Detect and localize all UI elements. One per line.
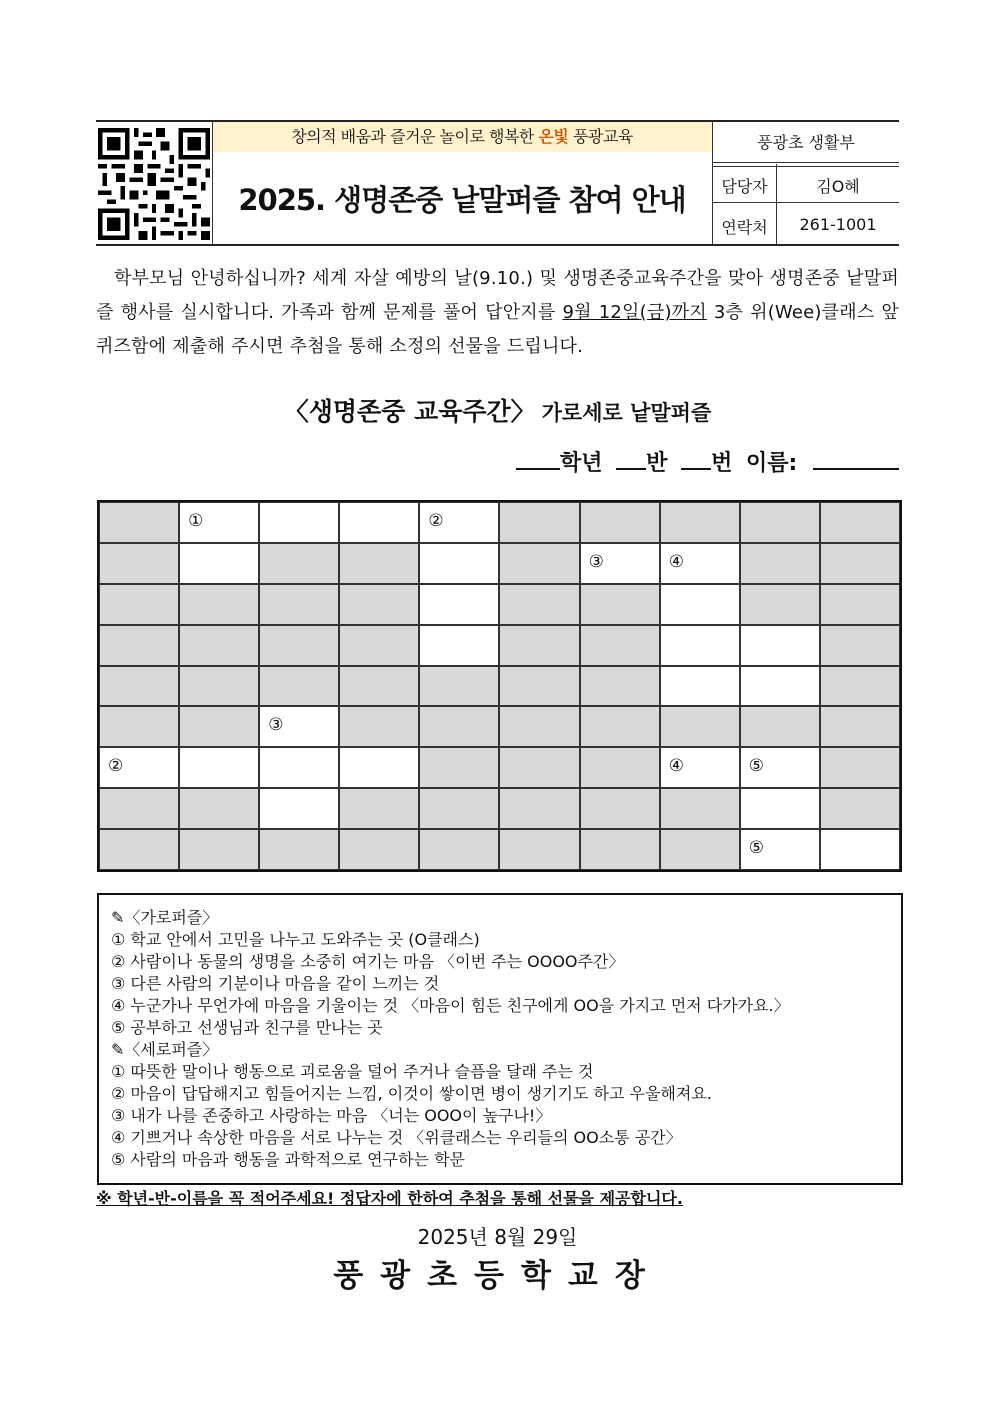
across-clue: ① 학교 안에서 고민을 나누고 도와주는 곳 (O클래스) xyxy=(111,930,480,949)
puzzle-cell-blank[interactable] xyxy=(580,543,660,584)
puzzle-cell-shaded xyxy=(339,625,419,666)
intro-paragraph: 학부모님 안녕하십니까? 세계 자살 예방의 날(9.10.) 및 생명존중교육주간을 맞아 생명존중 낱말퍼즐 행사를 실시합니다. 가족과 함께 문제를 풀어 답안지를 9월 12일(금)까지 3층 위(Wee)클래스 앞 퀴즈함에 제출해 주시면 추첨을 통해 소정의 선물을 드립니다. xyxy=(96,268,899,357)
puzzle-cell-shaded xyxy=(820,502,900,543)
puzzle-cell-blank[interactable] xyxy=(660,543,740,584)
puzzle-cell-blank[interactable] xyxy=(740,666,820,707)
crossword-grid xyxy=(97,500,902,872)
puzzle-cell-shaded xyxy=(580,747,660,788)
puzzle-cell-blank[interactable] xyxy=(419,502,499,543)
class-blank[interactable] xyxy=(616,448,646,470)
puzzle-cell-blank[interactable] xyxy=(259,706,339,747)
puzzle-cell-shaded xyxy=(740,706,820,747)
puzzle-cell-blank[interactable] xyxy=(820,829,900,870)
puzzle-cell-shaded xyxy=(179,625,259,666)
puzzle-cell-blank[interactable] xyxy=(339,502,419,543)
puzzle-cell-blank[interactable] xyxy=(179,747,259,788)
across-clue: ② 사람이나 동물의 생명을 소중히 여기는 마음 〈이번 주는 OOOO주간〉 xyxy=(111,952,625,971)
puzzle-cell-shaded xyxy=(580,706,660,747)
puzzle-cell-shaded xyxy=(740,502,820,543)
puzzle-cell-blank[interactable] xyxy=(99,747,179,788)
puzzle-cell-shaded xyxy=(820,666,900,707)
puzzle-cell-blank[interactable] xyxy=(259,788,339,829)
grade-blank[interactable] xyxy=(516,448,560,470)
puzzle-cell-shaded xyxy=(499,829,579,870)
puzzle-cell-shaded xyxy=(580,584,660,625)
school-motto: 창의적 배움과 즐거운 놀이로 행복한 온빛 풍광교육 xyxy=(291,127,633,146)
department-label: 풍광초 생활부 xyxy=(757,133,855,152)
clue-number: ⑤ xyxy=(748,838,765,859)
puzzle-cell-shaded xyxy=(660,829,740,870)
puzzle-cell-shaded xyxy=(580,666,660,707)
puzzle-cell-blank[interactable] xyxy=(660,584,740,625)
puzzle-title: 〈생명존중 교육주간〉 가로세로 낱말퍼즐 xyxy=(283,397,712,426)
puzzle-cell-shaded xyxy=(339,584,419,625)
puzzle-cell-shaded xyxy=(179,829,259,870)
puzzle-cell-shaded xyxy=(99,502,179,543)
puzzle-cell-shaded xyxy=(580,788,660,829)
puzzle-cell-shaded xyxy=(740,584,820,625)
number-blank[interactable] xyxy=(681,448,711,470)
down-clue: ② 마음이 답답해지고 힘들어지는 느낌, 이것이 쌓이면 병이 생기기도 하고 우울해져요. xyxy=(111,1084,712,1103)
header-row-line xyxy=(713,162,899,163)
puzzle-cell-blank[interactable] xyxy=(740,747,820,788)
puzzle-cell-shaded xyxy=(580,625,660,666)
puzzle-cell-shaded xyxy=(820,543,900,584)
puzzle-cell-shaded xyxy=(820,788,900,829)
puzzle-cell-shaded xyxy=(820,706,900,747)
puzzle-cell-blank[interactable] xyxy=(259,502,339,543)
header-bottom-rule xyxy=(96,244,899,246)
puzzle-cell-shaded xyxy=(259,584,339,625)
down-clue: ④ 기쁘거나 속상한 마음을 서로 나누는 것 〈위클래스는 우리들의 OO소통 공간〉 xyxy=(111,1128,682,1147)
clue-number: ② xyxy=(108,756,124,777)
clue-number: ② xyxy=(428,511,444,531)
puzzle-cell-shaded xyxy=(499,666,579,707)
puzzle-cell-shaded xyxy=(499,543,579,584)
puzzle-cell-shaded xyxy=(179,584,259,625)
puzzle-cell-shaded xyxy=(660,706,740,747)
puzzle-cell-shaded xyxy=(99,666,179,707)
clue-number: ④ xyxy=(668,551,684,572)
puzzle-cell-shaded xyxy=(580,829,660,870)
issue-date: 2025년 8월 29일 xyxy=(417,1225,578,1249)
deadline-text: 9월 12일(금)까지 xyxy=(562,302,707,323)
puzzle-cell-shaded xyxy=(499,584,579,625)
puzzle-cell-shaded xyxy=(820,747,900,788)
puzzle-cell-shaded xyxy=(99,788,179,829)
notice-text: ※ 학년-반-이름을 꼭 적어주세요! 정답자에 한하여 추첨을 통해 선물을 제공합니다. xyxy=(96,1189,683,1208)
puzzle-cell-shaded xyxy=(339,543,419,584)
puzzle-cell-shaded xyxy=(740,543,820,584)
clue-number: ⑤ xyxy=(748,756,765,777)
puzzle-cell-shaded xyxy=(820,584,900,625)
puzzle-cell-blank[interactable] xyxy=(259,747,339,788)
puzzle-cell-shaded xyxy=(419,788,499,829)
puzzle-cell-blank[interactable] xyxy=(740,625,820,666)
puzzle-cell-shaded xyxy=(660,502,740,543)
puzzle-cell-shaded xyxy=(339,666,419,707)
puzzle-cell-blank[interactable] xyxy=(179,543,259,584)
puzzle-cell-shaded xyxy=(99,829,179,870)
puzzle-cell-shaded xyxy=(99,625,179,666)
principal-signature: 풍광초등학교장 xyxy=(333,1258,662,1294)
puzzle-cell-blank[interactable] xyxy=(339,747,419,788)
puzzle-cell-shaded xyxy=(419,829,499,870)
name-blank[interactable] xyxy=(813,448,899,470)
puzzle-cell-shaded xyxy=(259,543,339,584)
down-clue: ③ 내가 나를 존중하고 사랑하는 마음 〈너는 OOO이 높구나!〉 xyxy=(111,1106,552,1125)
clue-number: ① xyxy=(188,511,204,531)
puzzle-cell-blank[interactable] xyxy=(660,747,740,788)
puzzle-cell-shaded xyxy=(499,706,579,747)
student-info-line: 학년 반 번 이름: xyxy=(96,446,899,477)
puzzle-cell-shaded xyxy=(179,666,259,707)
puzzle-cell-blank[interactable] xyxy=(179,502,259,543)
clue-box xyxy=(97,893,903,1185)
puzzle-cell-shaded xyxy=(419,666,499,707)
clue-number: ③ xyxy=(268,715,284,736)
puzzle-cell-shaded xyxy=(259,666,339,707)
puzzle-cell-shaded xyxy=(580,502,660,543)
contact-label: 연락처 xyxy=(721,218,768,237)
puzzle-cell-blank[interactable] xyxy=(740,829,820,870)
puzzle-cell-shaded xyxy=(660,788,740,829)
qr-code-icon xyxy=(98,128,210,240)
puzzle-cell-shaded xyxy=(339,788,419,829)
down-clue: ⑤ 사람의 마음과 행동을 과학적으로 연구하는 학문 xyxy=(111,1150,465,1169)
puzzle-cell-shaded xyxy=(99,543,179,584)
puzzle-cell-shaded xyxy=(499,625,579,666)
puzzle-cell-blank[interactable] xyxy=(419,584,499,625)
puzzle-cell-blank[interactable] xyxy=(660,666,740,707)
across-heading: ✎〈가로퍼즐〉 xyxy=(111,908,219,927)
motto-highlight: 온빛 xyxy=(538,127,569,146)
clue-number: ④ xyxy=(668,756,684,777)
header-row-line xyxy=(713,166,899,167)
across-clue: ③ 다른 사람의 기분이나 마음을 같이 느끼는 것 xyxy=(111,974,440,993)
contact-value: 261-1001 xyxy=(799,215,877,234)
puzzle-cell-shaded xyxy=(499,502,579,543)
puzzle-cell-shaded xyxy=(419,706,499,747)
clue-number: ③ xyxy=(588,551,604,572)
puzzle-cell-shaded xyxy=(339,706,419,747)
down-heading: ✎〈세로퍼즐〉 xyxy=(111,1040,219,1059)
down-clue: ① 따뜻한 말이나 행동으로 괴로움을 덜어 주거나 슬픔을 달래 주는 것 xyxy=(111,1062,594,1081)
across-clue: ⑤ 공부하고 선생님과 친구를 만나는 곳 xyxy=(111,1018,383,1037)
puzzle-cell-blank[interactable] xyxy=(419,543,499,584)
puzzle-cell-shaded xyxy=(419,747,499,788)
puzzle-cell-shaded xyxy=(179,706,259,747)
puzzle-cell-shaded xyxy=(99,706,179,747)
header-row-line xyxy=(713,202,899,203)
puzzle-cell-blank[interactable] xyxy=(740,788,820,829)
puzzle-cell-shaded xyxy=(499,747,579,788)
puzzle-cell-shaded xyxy=(339,829,419,870)
puzzle-cell-shaded xyxy=(179,788,259,829)
puzzle-cell-shaded xyxy=(259,625,339,666)
puzzle-cell-blank[interactable] xyxy=(660,625,740,666)
puzzle-cell-shaded xyxy=(259,829,339,870)
page-title: 2025. 생명존중 낱말퍼즐 참여 안내 xyxy=(238,183,686,217)
puzzle-cell-shaded xyxy=(820,625,900,666)
header-divider xyxy=(212,121,213,244)
puzzle-cell-blank[interactable] xyxy=(419,625,499,666)
manager-label: 담당자 xyxy=(721,177,768,196)
across-clue: ④ 누군가나 무언가에 마음을 기울이는 것 〈마음이 힘든 친구에게 OO을 가지고 먼저 다가가요.〉 xyxy=(111,996,790,1015)
puzzle-cell-shaded xyxy=(99,584,179,625)
puzzle-cell-shaded xyxy=(499,788,579,829)
manager-value: 김O혜 xyxy=(816,177,860,196)
